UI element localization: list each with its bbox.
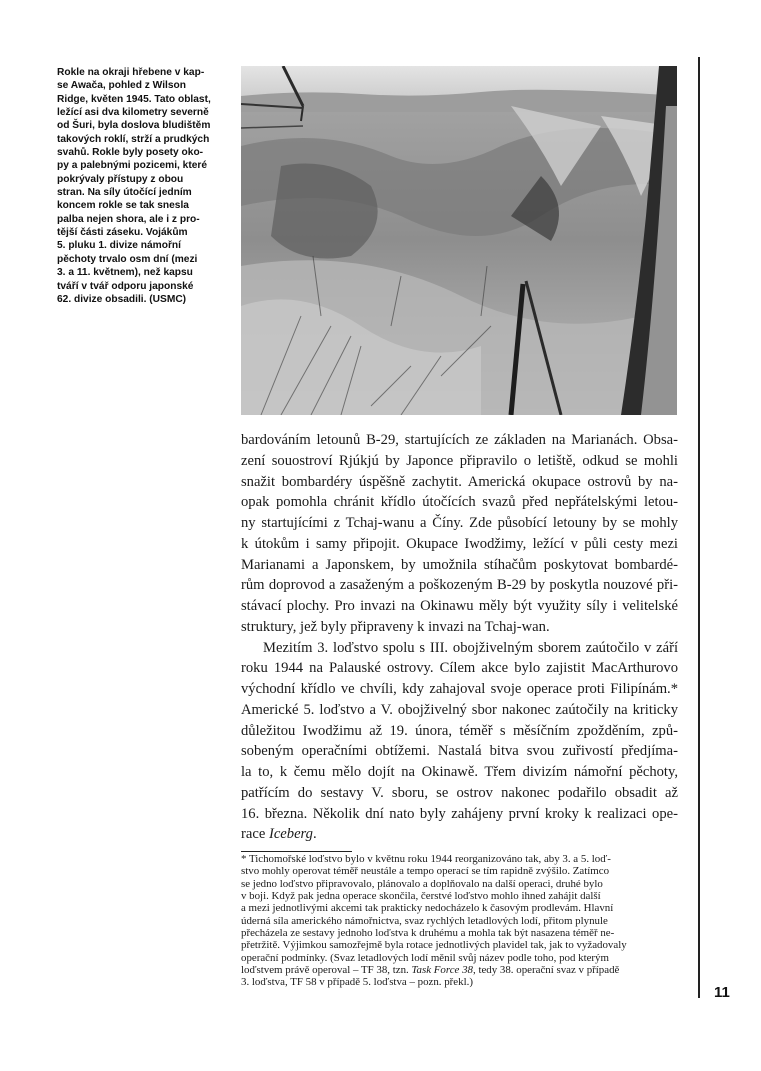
body-line: ny startujícími z Tchaj-wanu a Číny. Zde působící letouny by se mohly (241, 515, 678, 531)
footnote-line (241, 964, 678, 976)
body-line: la to, k čemu mělo dojít na Okinawě. Třem divizím námořní pěchoty, (241, 764, 678, 780)
footnote-line: úderná síla amerického námořnictva, svaz rychlých letadlových lodí, přitom plynule (241, 914, 608, 927)
caption-line: koncem rokle se tak snesla (57, 200, 189, 212)
caption-line: palba nejen shora, ale i z pro- (57, 213, 200, 225)
caption-line: 3. a 11. květnem), než kapsu (57, 267, 193, 279)
caption-line: py a palebnými pozicemi, které (57, 160, 208, 172)
footnote-line: operační podmínky. (Svaz letadlových lodí měnil svůj název podle toho, pod kterým (241, 951, 609, 964)
body-line: sobeným operačními obtížemi. Nastalá bitva svou zuřivostí předjíma- (241, 743, 678, 760)
caption-line: tváří v tvář odporu japonské (57, 280, 194, 292)
body-line: k útokům i samy připojit. Okupace Iwodžimy, ležící v půli cesty mezi (241, 535, 678, 552)
margin-rule (698, 57, 700, 998)
footnote-suffix: , tedy 38. operační svaz v případě (473, 964, 620, 977)
body-line: 16. března. Několik dní nato byly zahájeny první kroky k realizaci ope- (241, 805, 678, 822)
task-force-name: Task Force 38 (411, 964, 473, 977)
body-line: Americké 5. loďstvo a V. obojživelný sbor nakonec zaútočily na kriticky (241, 701, 678, 718)
footnote-divider (241, 851, 352, 852)
body-line: důležitou Iwodžimu až 19. února, téměř s měsíčním zpožděním, způ- (241, 722, 678, 739)
body-line: bardováním letounů B-29, startujících ze základen na Marianách. Obsa- (241, 432, 678, 448)
caption-line: se Awača, pohled z Wilson (57, 80, 186, 92)
body-final-prefix: race (241, 826, 269, 843)
caption-line: stran. Na síly útočící jedním (57, 187, 192, 199)
footnote-line: stvo mohly operovat téměř neustále a tempo operací se tím rapidně zvýšilo. Zatímco (241, 865, 610, 878)
page-number: 11 (714, 984, 730, 1001)
footnote-line: v boji. Když pak jedna operace skončila, čerstvé loďstvo mohlo ihned zahájit další (241, 890, 601, 903)
photograph-ravine (241, 66, 677, 415)
footnote-line: přetržitě. Výjimkou samozřejmě byla rotace jednotlivých plavidel tak, jak to vyžadovaly (241, 939, 627, 952)
body-final-suffix: . (312, 826, 317, 843)
caption-line: Rokle na okraji hřebene v kap- (57, 67, 205, 78)
caption-line: 5. pluku 1. divize námořní (57, 240, 181, 252)
footnote-line: a mezi jednotlivými akcemi tak prakticky nedocházelo k časovým prodlevám. Hlavní (241, 902, 614, 915)
footnote (241, 853, 678, 989)
caption-line: tější části záseku. Vojákům (57, 227, 188, 239)
caption-line: Ridge, květen 1945. Tato oblast, (57, 93, 211, 105)
body-paragraph-start: Mezitím 3. loďstvo spolu s III. obojživelným sborem zaútočilo v září (263, 639, 678, 656)
footnote-line: se jedno loďstvo připravovalo, plánovalo a doplňovalo na další operaci, druhé bylo (241, 877, 603, 890)
footnote-line: přecházela ze sestavy jednoho loďstva k druhému a mohla tak být nasazena téměř ne- (241, 927, 615, 940)
body-line: snažit bombardéry úspěšně zachytit. Americká okupace ostrovů by na- (241, 473, 678, 490)
caption-line: pěchoty trvalo osm dní (mezi (57, 253, 198, 265)
body-line: východní křídlo ve chvíli, kdy zahajoval svoje operace proti Filipínám.* (241, 681, 678, 697)
body-line-final (241, 824, 678, 845)
body-line: struktury, jež byly připraveny k invazi na Tchaj-wan. (241, 618, 550, 635)
photograph-icon (241, 66, 677, 415)
caption-line: takových roklí, strží a prudkých (57, 133, 210, 145)
body-line: Marianami a Japonskem, by umožnila stíhačům poskytovat bombardé- (241, 556, 678, 573)
body-text (241, 430, 678, 845)
footnote-prefix: loďstvem právě operoval – TF 38, tzn. (241, 964, 412, 977)
body-line: opak pomohla chránit křídlo útočících svazů před nepřátelskými letou- (241, 494, 678, 511)
caption-line: 62. divize obsadili. (USMC) (57, 293, 187, 305)
photo-caption (57, 66, 235, 306)
caption-line: od Šuri, byla doslova bludištěm (57, 120, 211, 132)
caption-line: ležící asi dva kilometry severně (57, 107, 209, 119)
caption-line: pokrývaly přístupy z obou (57, 173, 184, 185)
body-line: roku 1944 na Palauské ostrovy. Cílem akce bylo zajistit MacArthurovo (241, 660, 678, 677)
footnote-line: * Tichomořské loďstvo bylo v květnu roku 1944 reorganizováno tak, aby 3. a 5. loď- (241, 853, 611, 865)
caption-line: svahů. Rokle byly posety oko- (57, 147, 204, 159)
body-line: rům doprovod a zasaženým a poškozeným B-29 by poskytla nouzové při- (241, 577, 678, 594)
body-line: zení souostroví Rjúkjú by Japonce připravilo o letiště, odkud se mohli (241, 452, 678, 469)
operation-name: Iceberg (268, 826, 313, 843)
footnote-line: 3. loďstva, TF 58 v případě 5. loďstva – pozn. překl.) (241, 976, 473, 989)
body-line: stávací plochy. Pro invazi na Okinawu měly být využity síly i velitelské (241, 598, 678, 614)
body-line: patřícím do sestavy V. sboru, se ostrov nakonec podařilo obsadit až (241, 784, 678, 801)
